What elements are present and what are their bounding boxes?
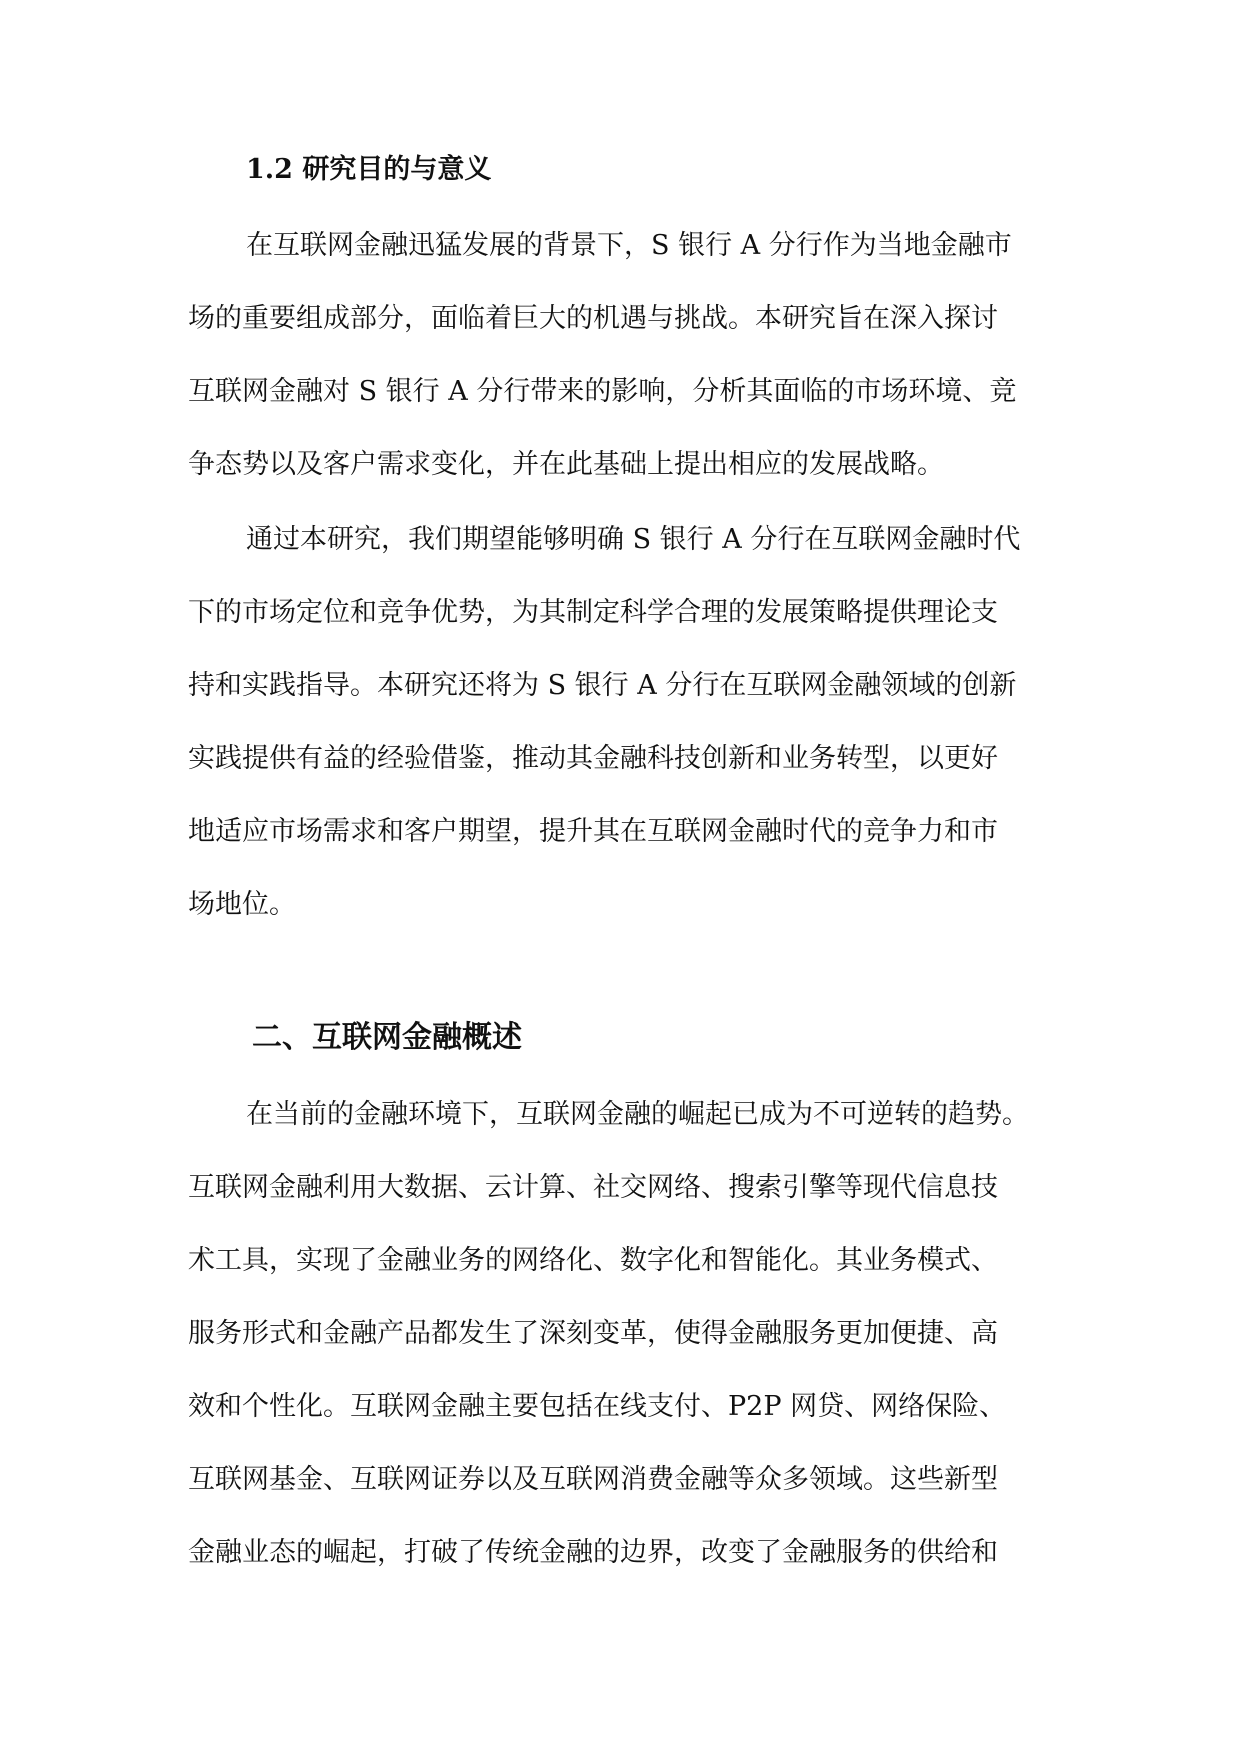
paragraph-line: 在互联网金融迅猛发展的背景下，S 银行 A 分行作为当地金融市	[246, 230, 1012, 261]
paragraph-line: 在当前的金融环境下，互联网金融的崛起已成为不可逆转的趋势。	[246, 1099, 1029, 1130]
paragraph-line: 持和实践指导。本研究还将为 S 银行 A 分行在互联网金融领域的创新	[188, 670, 1017, 701]
paragraph-line: 实践提供有益的经验借鉴，推动其金融科技创新和业务转型，以更好	[188, 743, 998, 774]
paragraph-line: 互联网金融利用大数据、云计算、社交网络、搜索引擎等现代信息技	[188, 1172, 998, 1203]
section-heading-2: 二、互联网金融概述	[252, 1020, 522, 1055]
paragraph-line: 通过本研究，我们期望能够明确 S 银行 A 分行在互联网金融时代	[246, 524, 1021, 555]
paragraph-line: 互联网基金、互联网证券以及互联网消费金融等众多领域。这些新型	[188, 1464, 998, 1495]
paragraph-line: 下的市场定位和竞争优势，为其制定科学合理的发展策略提供理论支	[188, 597, 998, 628]
paragraph-line: 互联网金融对 S 银行 A 分行带来的影响，分析其面临的市场环境、竞	[188, 376, 1017, 407]
paragraph-line: 地适应市场需求和客户期望，提升其在互联网金融时代的竞争力和市	[188, 816, 998, 847]
paragraph-line: 金融业态的崛起，打破了传统金融的边界，改变了金融服务的供给和	[188, 1537, 998, 1568]
section-heading-1-2: 1.2 研究目的与意义	[246, 154, 492, 185]
paragraph-line: 效和个性化。互联网金融主要包括在线支付、P2P 网贷、网络保险、	[188, 1391, 1007, 1422]
paragraph-line: 场地位。	[188, 889, 296, 920]
paragraph-line: 术工具，实现了金融业务的网络化、数字化和智能化。其业务模式、	[188, 1245, 998, 1276]
paragraph-line: 场的重要组成部分，面临着巨大的机遇与挑战。本研究旨在深入探讨	[188, 303, 998, 334]
paragraph-line: 争态势以及客户需求变化，并在此基础上提出相应的发展战略。	[188, 449, 944, 480]
paragraph-line: 服务形式和金融产品都发生了深刻变革，使得金融服务更加便捷、高	[188, 1318, 998, 1349]
